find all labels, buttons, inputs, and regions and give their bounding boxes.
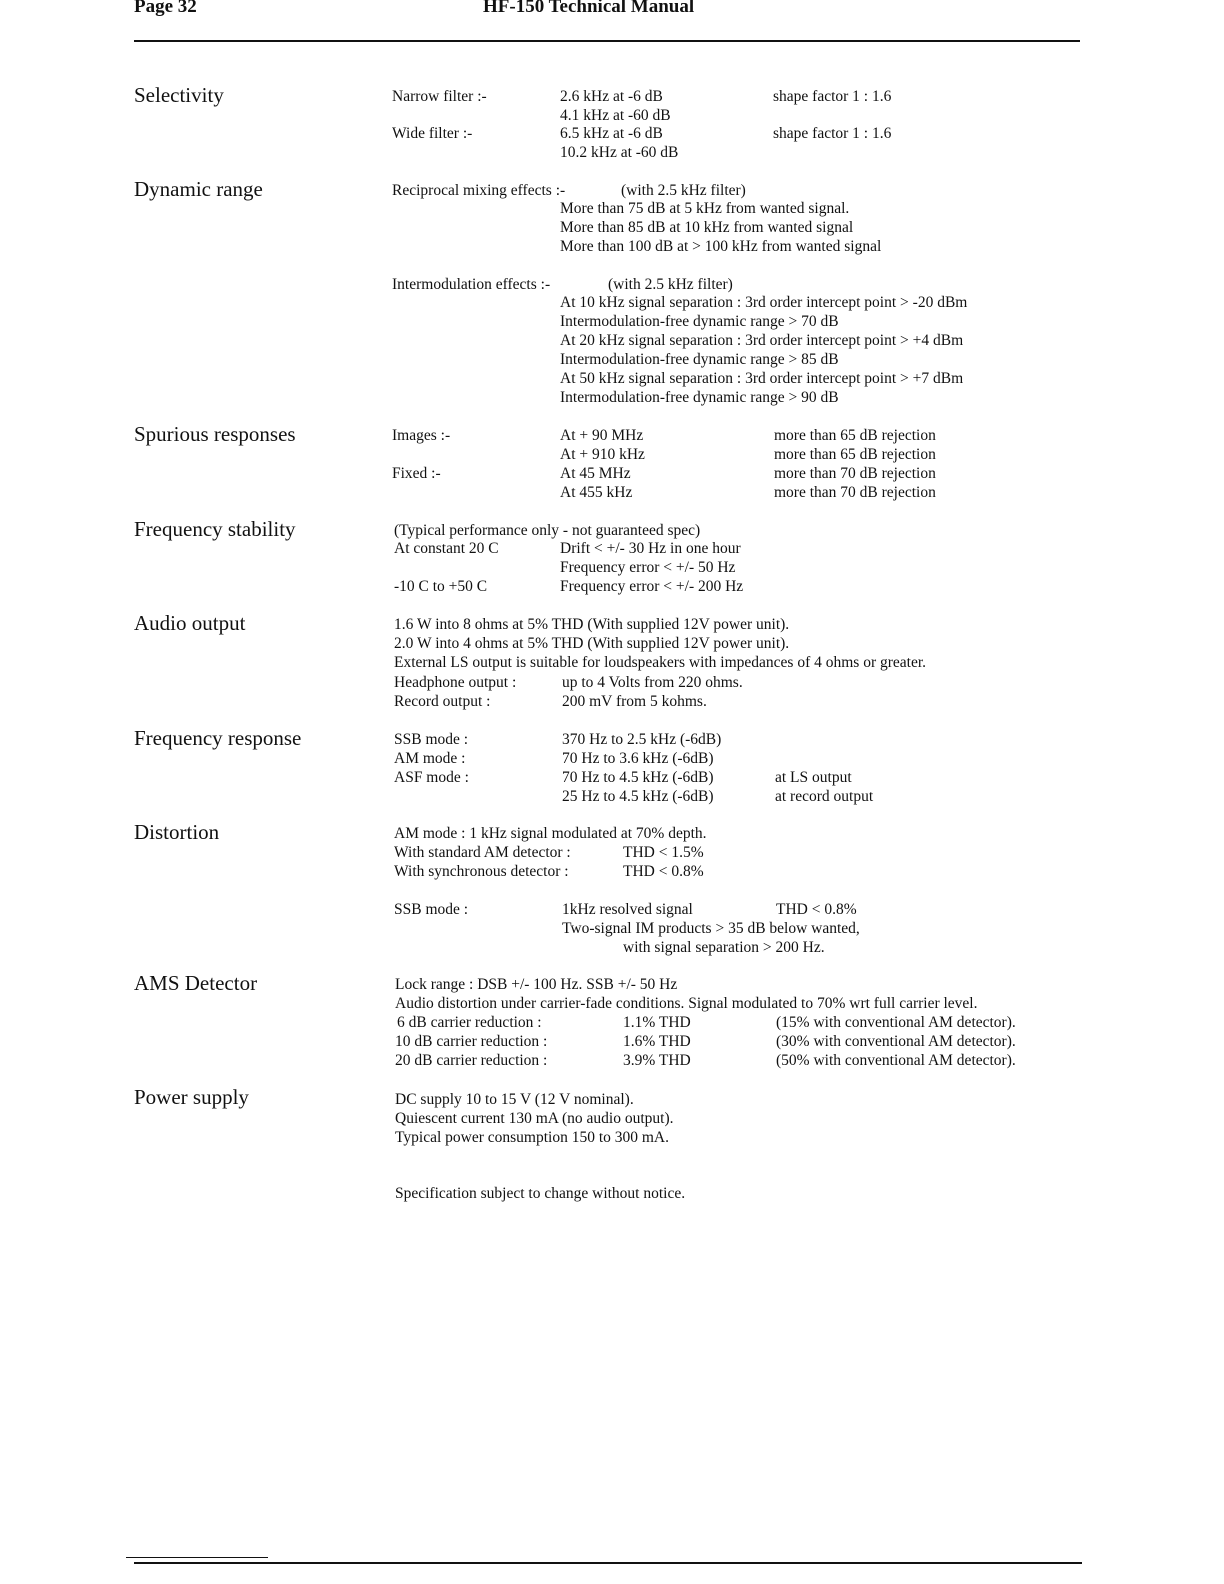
distortion-sync-label: With synchronous detector : [394, 863, 569, 880]
wide-filter-label: Wide filter :- [392, 125, 473, 142]
intermodulation-filter-note: (with 2.5 kHz filter) [608, 276, 733, 293]
spurious-rejection: more than 70 dB rejection [774, 465, 936, 482]
distortion-ssb-line: Two-signal IM products > 35 dB below wanted, [562, 920, 860, 937]
intermodulation-line: Intermodulation-free dynamic range > 85 dB [560, 351, 839, 368]
distortion-ssb-line: 1kHz resolved signal [562, 901, 693, 918]
freq-response-range: 70 Hz to 4.5 kHz (-6dB) [562, 769, 714, 786]
ams-row-label: 6 dB carrier reduction : [397, 1014, 542, 1031]
intermodulation-line: At 20 kHz signal separation : 3rd order intercept point > +4 dBm [560, 332, 964, 349]
intermodulation-label: Intermodulation effects :- [392, 276, 551, 293]
audio-line: 1.6 W into 8 ohms at 5% THD (With supplied 12V power unit). [394, 616, 790, 633]
freq-response-range: 25 Hz to 4.5 kHz (-6dB) [562, 788, 714, 805]
wide-filter-6db: 6.5 kHz at -6 dB [560, 125, 663, 142]
freq-response-range: 370 Hz to 2.5 kHz (-6dB) [562, 731, 722, 748]
record-output-value: 200 mV from 5 kohms. [562, 693, 707, 710]
spurious-freq: At + 910 kHz [560, 446, 645, 463]
section-heading-ams: AMS Detector [134, 971, 258, 995]
ams-row-thd: 1.1% THD [623, 1014, 691, 1031]
section-heading-dynamic-range: Dynamic range [134, 177, 263, 201]
section-heading-distortion: Distortion [134, 820, 220, 844]
ams-row-note: (30% with conventional AM detector). [776, 1033, 1016, 1050]
ams-row-label: 10 dB carrier reduction : [395, 1033, 548, 1050]
spurious-freq: At 455 kHz [560, 484, 633, 501]
distortion-am-line: AM mode : 1 kHz signal modulated at 70% depth. [394, 825, 707, 842]
stability-range-error: Frequency error < +/- 200 Hz [560, 578, 744, 595]
header-rule [134, 40, 1080, 42]
headphone-output-label: Headphone output : [394, 674, 517, 691]
intermodulation-line: At 10 kHz signal separation : 3rd order intercept point > -20 dBm [560, 294, 968, 311]
section-heading-spurious: Spurious responses [134, 422, 296, 446]
headphone-output-value: up to 4 Volts from 220 ohms. [562, 674, 743, 691]
narrow-filter-60db: 4.1 kHz at -60 dB [560, 107, 671, 124]
ams-row-note: (15% with conventional AM detector). [776, 1014, 1016, 1031]
section-heading-power: Power supply [134, 1085, 249, 1109]
narrow-shape-factor: shape factor 1 : 1.6 [773, 88, 892, 105]
spurious-freq: At 45 MHz [560, 465, 631, 482]
reciprocal-line: More than 75 dB at 5 kHz from wanted signal. [560, 200, 850, 217]
audio-line: 2.0 W into 4 ohms at 5% THD (With supplied 12V power unit). [394, 635, 790, 652]
ams-row-thd: 1.6% THD [623, 1033, 691, 1050]
stability-note: (Typical performance only - not guaranteed spec) [394, 522, 701, 539]
document-title: HF-150 Technical Manual [483, 0, 695, 17]
fixed-label: Fixed :- [392, 465, 441, 482]
footer-short-rule [126, 1557, 268, 1558]
stability-range-label: -10 C to +50 C [394, 578, 488, 595]
freq-response-note: at LS output [775, 769, 852, 786]
page-number: Page 32 [134, 0, 197, 17]
reciprocal-filter-note: (with 2.5 kHz filter) [621, 182, 746, 199]
freq-response-mode: AM mode : [394, 750, 466, 767]
footer-rule [134, 1562, 1082, 1564]
power-line: Typical power consumption 150 to 300 mA. [395, 1129, 670, 1146]
reciprocal-line: More than 100 dB at > 100 kHz from wanted signal [560, 238, 882, 255]
ams-row-label: 20 dB carrier reduction : [395, 1052, 548, 1069]
distortion-std-label: With standard AM detector : [394, 844, 571, 861]
narrow-filter-label: Narrow filter :- [392, 88, 487, 105]
freq-response-mode: SSB mode : [394, 731, 469, 748]
ams-audio-distortion: Audio distortion under carrier-fade conditions. Signal modulated to 70% wrt full carrier level. [395, 995, 978, 1012]
spec-change-notice: Specification subject to change without notice. [395, 1185, 686, 1202]
stability-const-label: At constant 20 C [394, 540, 499, 557]
ams-row-note: (50% with conventional AM detector). [776, 1052, 1016, 1069]
audio-line: External LS output is suitable for loudspeakers with impedances of 4 ohms or greater. [394, 654, 927, 671]
power-line: DC supply 10 to 15 V (12 V nominal). [395, 1091, 634, 1108]
spurious-freq: At + 90 MHz [560, 427, 644, 444]
stability-freq-error: Frequency error < +/- 50 Hz [560, 559, 736, 576]
ams-row-thd: 3.9% THD [623, 1052, 691, 1069]
spurious-rejection: more than 65 dB rejection [774, 446, 936, 463]
reciprocal-line: More than 85 dB at 10 kHz from wanted signal [560, 219, 854, 236]
section-heading-audio: Audio output [134, 611, 246, 635]
intermodulation-line: Intermodulation-free dynamic range > 70 dB [560, 313, 839, 330]
intermodulation-line: At 50 kHz signal separation : 3rd order intercept point > +7 dBm [560, 370, 964, 387]
stability-drift: Drift < +/- 30 Hz in one hour [560, 540, 741, 557]
power-line: Quiescent current 130 mA (no audio output). [395, 1110, 674, 1127]
intermodulation-line: Intermodulation-free dynamic range > 90 dB [560, 389, 839, 406]
distortion-std-value: THD < 1.5% [623, 844, 704, 861]
distortion-sync-value: THD < 0.8% [623, 863, 704, 880]
distortion-ssb-line: with signal separation > 200 Hz. [623, 939, 825, 956]
distortion-ssb-thd: THD < 0.8% [776, 901, 857, 918]
record-output-label: Record output : [394, 693, 491, 710]
ams-lock-range: Lock range : DSB +/- 100 Hz. SSB +/- 50 Hz [395, 976, 678, 993]
wide-shape-factor: shape factor 1 : 1.6 [773, 125, 892, 142]
freq-response-mode: ASF mode : [394, 769, 469, 786]
section-heading-stability: Frequency stability [134, 517, 296, 541]
spurious-rejection: more than 70 dB rejection [774, 484, 936, 501]
reciprocal-mixing-label: Reciprocal mixing effects :- [392, 182, 566, 199]
section-heading-freq-response: Frequency response [134, 726, 302, 750]
wide-filter-60db: 10.2 kHz at -60 dB [560, 144, 679, 161]
spurious-rejection: more than 65 dB rejection [774, 427, 936, 444]
freq-response-range: 70 Hz to 3.6 kHz (-6dB) [562, 750, 714, 767]
section-heading-selectivity: Selectivity [134, 83, 224, 107]
narrow-filter-6db: 2.6 kHz at -6 dB [560, 88, 663, 105]
freq-response-note: at record output [775, 788, 874, 805]
distortion-ssb-label: SSB mode : [394, 901, 469, 918]
images-label: Images :- [392, 427, 451, 444]
